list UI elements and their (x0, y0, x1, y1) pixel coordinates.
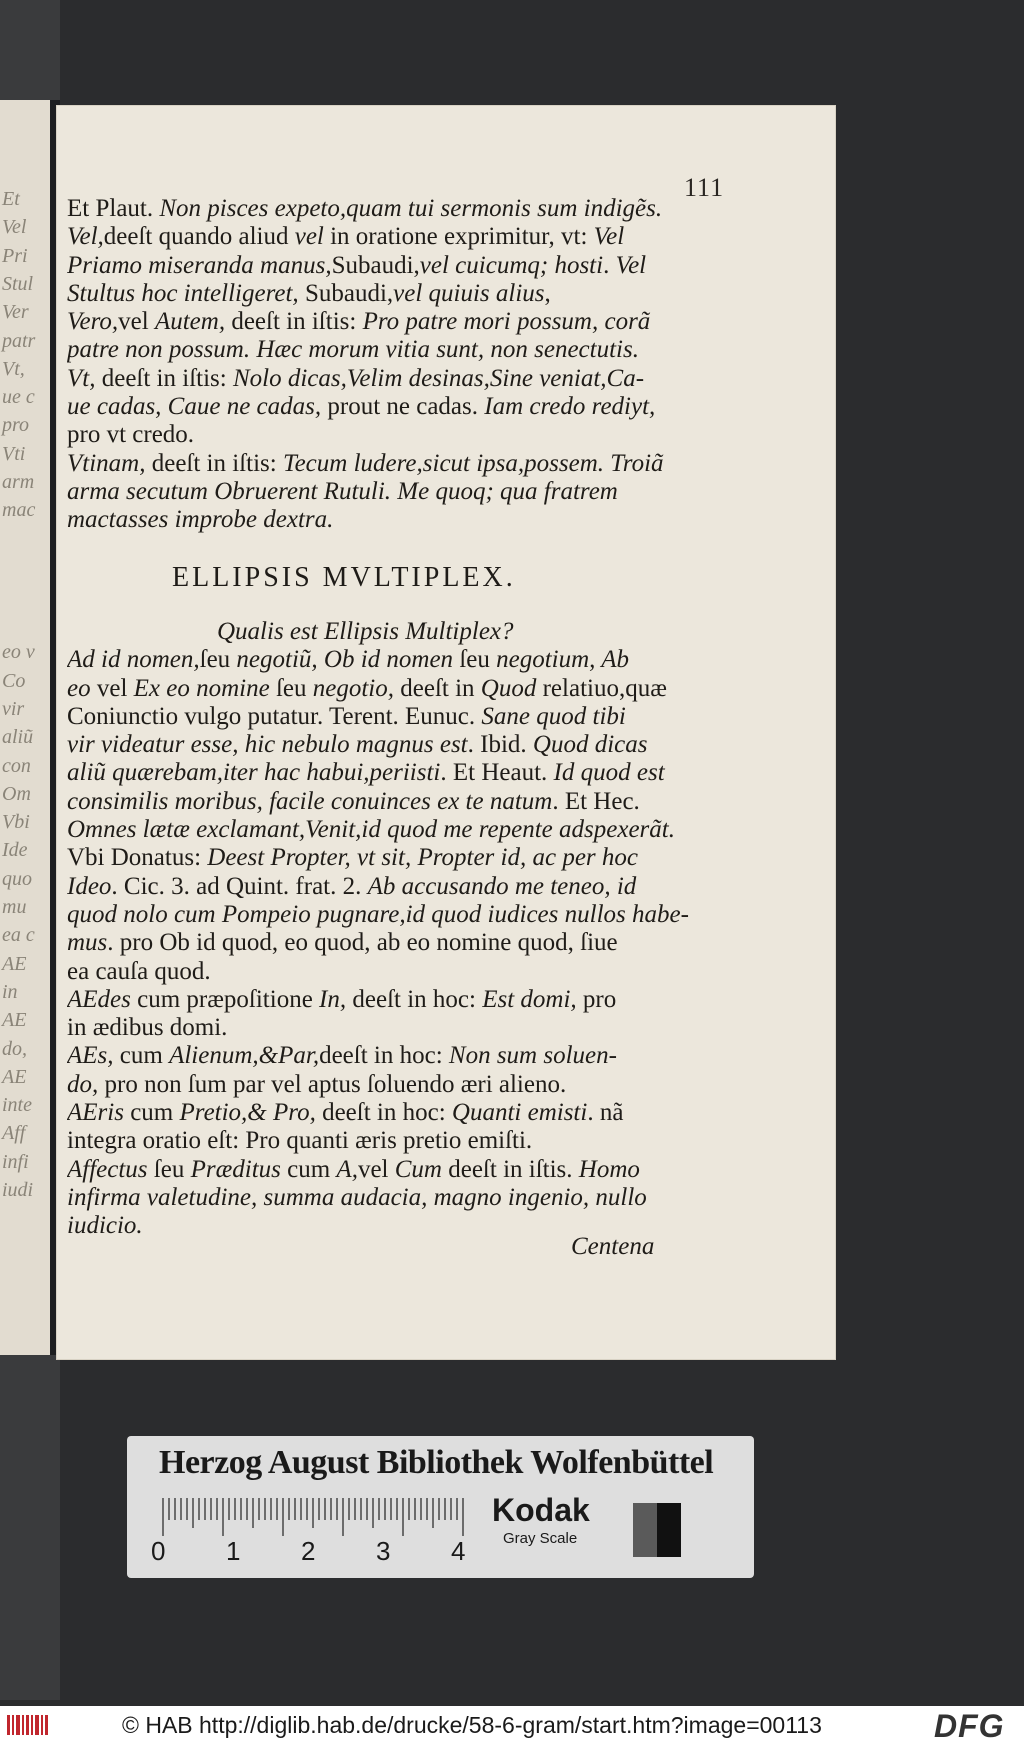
text-line (67, 646, 743, 674)
text-line (67, 958, 743, 986)
text-segment: negotium, Ab (496, 646, 629, 674)
text-segment: Vel (593, 223, 625, 251)
text-segment: . nã (587, 1099, 624, 1127)
text-line (67, 1127, 743, 1155)
gray-scale-label: Gray Scale (503, 1530, 578, 1547)
text-segment: Id quod est (553, 759, 665, 787)
previous-page-fragment: AE (2, 1009, 27, 1032)
previous-page-fragment: Vbi (2, 811, 30, 834)
text-line (67, 759, 743, 787)
text-line (67, 929, 743, 957)
footer-url[interactable]: © HAB http://diglib.hab.de/drucke/58-6-gram/start.htm?image=00113 (122, 1712, 822, 1738)
text-line (67, 336, 743, 364)
text-line (67, 873, 743, 901)
text-segment: Alienum,&Par, (169, 1042, 320, 1070)
text-segment: Homo (578, 1155, 640, 1183)
text-segment: Tecum ludere,sicut ipsa,possem. Troiã (282, 449, 664, 477)
text-segment: . Ibid. (467, 731, 533, 759)
text-segment: Ex eo nomine (133, 674, 270, 702)
text-segment: deeſt in iſtis: (225, 308, 363, 336)
previous-page-fragment: Pri (2, 244, 28, 267)
text-segment: deeſt in hoc: (319, 1042, 449, 1070)
text-segment: pro (576, 985, 617, 1013)
text-segment: vir videatur esse, hic nebulo magnus est (67, 731, 468, 759)
kodak-brand: Kodak (492, 1492, 590, 1528)
text-line (67, 1156, 743, 1184)
text-line (67, 731, 743, 759)
text-segment: A, (336, 1155, 358, 1183)
text-segment: vel cuicumq; hosti (419, 251, 604, 279)
text-segment: relatiuo,quæ (536, 674, 667, 702)
previous-page-fragment: Vel (2, 216, 27, 239)
text-line (67, 1014, 743, 1042)
hab-logo-icon (6, 1712, 50, 1738)
previous-page-fragment: quo (2, 867, 32, 890)
text-segment: Quanti emisti (451, 1099, 588, 1127)
previous-page-fragment: AE (2, 1065, 27, 1088)
text-segment: AEs, (67, 1042, 114, 1070)
text-segment: mactasses improbe dextra. (67, 506, 334, 534)
text-segment: negotio, (312, 674, 395, 702)
text-segment: In, (319, 985, 347, 1013)
text-segment: deeſt in iſtis: (95, 364, 233, 392)
text-segment: AEris (67, 1099, 124, 1127)
text-line (67, 1071, 743, 1099)
text-segment: Nolo dicas,Velim desinas,Sine veniat,Ca- (232, 364, 645, 392)
text-segment: Pretio,& Pro, (179, 1099, 316, 1127)
previous-page-fragment: con (2, 754, 31, 777)
text-segment: Subaudi, (331, 251, 420, 279)
text-segment: Iam credo rediyt, (484, 393, 656, 421)
previous-page-fragment: iudi (2, 1179, 34, 1201)
text-segment: Quod (480, 674, 537, 702)
text-segment: vel (357, 1155, 395, 1183)
text-line (67, 478, 743, 506)
section-question: Qualis est Ellipsis Multiplex? (217, 618, 514, 645)
text-line (67, 1099, 743, 1127)
text-block-top (67, 195, 743, 535)
previous-page-fragment: aliũ (2, 726, 34, 749)
previous-page-fragment: Ide (2, 839, 28, 862)
text-segment: Non pisces expeto,quam tui sermonis sum indigẽs. (159, 195, 663, 222)
text-line (67, 223, 743, 251)
text-segment: Stultus hoc intelligeret, (67, 279, 299, 307)
text-segment: Vbi Donatus: (67, 844, 208, 872)
text-segment: prout ne cadas. (321, 393, 485, 421)
previous-page-fragment: Co (2, 669, 26, 692)
text-segment: in oratione exprimitur, vt: (323, 223, 594, 251)
previous-page-fragment: do, (2, 1037, 27, 1060)
previous-page-fragment: AE (2, 952, 27, 975)
text-segment: deeſt in hoc: (346, 985, 483, 1013)
text-segment: Vtinam, (67, 449, 146, 477)
previous-page-edge (0, 100, 52, 1355)
ruler-number: 3 (376, 1536, 391, 1566)
footer-bar (0, 1706, 1024, 1745)
text-segment: deeſt in iſtis. (441, 1155, 579, 1183)
text-segment: Subaudi, (298, 279, 394, 307)
text-segment: . pro Ob id quod, eo quod, ab eo nomine quod, ſiue (107, 929, 618, 957)
text-segment: pro non ſum par vel aptus ſoluendo æri alieno. (98, 1070, 567, 1098)
text-segment: Præditus (190, 1155, 281, 1183)
previous-page-fragment: inte (2, 1094, 32, 1117)
text-segment: integra oratio eſt: Pro quanti æris pretio emiſti. (67, 1127, 533, 1155)
previous-page-fragment: pro (2, 414, 30, 437)
text-segment: in ædibus domi. (67, 1014, 228, 1042)
text-line (67, 703, 743, 731)
text-segment: Non sum soluen- (448, 1042, 617, 1070)
text-segment: ſeu (269, 674, 313, 702)
text-line (67, 393, 743, 421)
text-segment: Omnes lætæ exclamant,Venit,id quod me repente adspexerãt. (67, 816, 675, 844)
text-segment: Et Plaut. (67, 195, 160, 222)
book-page (56, 105, 836, 1360)
text-segment: , (544, 279, 551, 307)
text-segment: Deest Propter, vt sit, Propter id, ac per hoc (207, 844, 638, 872)
text-segment: Autem, (154, 308, 226, 336)
text-line (67, 844, 743, 872)
text-line (67, 195, 743, 223)
text-segment: deeſt quando aliud (103, 223, 295, 251)
text-segment: cum (280, 1155, 337, 1183)
text-line (67, 1042, 743, 1070)
text-segment: ue cadas, Caue ne cadas, (67, 393, 322, 421)
text-segment: Est domi, (482, 985, 577, 1013)
previous-page-fragment: ea c (2, 924, 35, 947)
black-patch (657, 1503, 681, 1557)
text-line (67, 252, 743, 280)
text-segment: AEdes (67, 985, 131, 1013)
text-segment: Quod dicas (532, 731, 648, 759)
text-segment: Affectus (67, 1155, 148, 1183)
text-segment: Vero, (67, 308, 119, 336)
text-segment: eo (67, 674, 91, 702)
text-line (67, 421, 743, 449)
text-segment: iudicio. (67, 1212, 143, 1240)
text-line (67, 1184, 743, 1212)
text-segment: deeſt in iſtis: (145, 449, 283, 477)
previous-page-fragment: Et (2, 188, 20, 210)
text-segment: vel (90, 674, 134, 702)
text-segment: patre non possum. Hæc morum vitia sunt, non senectutis. (67, 336, 639, 364)
text-block-bottom (67, 618, 743, 1241)
text-segment: cum (113, 1042, 170, 1070)
text-segment: ea cauſa quod. (67, 957, 211, 985)
ruler-number: 1 (226, 1536, 241, 1566)
previous-page-fragment: Om (2, 782, 31, 805)
text-segment: Vel (615, 251, 647, 279)
previous-page-fragment: patr (2, 329, 36, 352)
text-segment: quod nolo cum Pompeio pugnare,id quod iudices nullos habe- (67, 900, 689, 928)
previous-page-fragment: Vti (2, 442, 26, 465)
ruler-scale (161, 1498, 471, 1538)
text-segment: cum (123, 1099, 180, 1127)
catchword: Centena (571, 1233, 655, 1260)
text-line (67, 308, 743, 336)
text-line (67, 675, 743, 703)
previous-page-fragment: Stul (2, 272, 34, 295)
previous-page-fragment: ue c (2, 386, 35, 409)
text-segment: ſeu (199, 646, 237, 674)
text-segment: Vel, (67, 223, 104, 251)
text-segment: ſeu (147, 1155, 191, 1183)
text-segment: mus (67, 929, 108, 957)
text-segment: Priamo miseranda manus, (67, 251, 332, 279)
text-segment: . (603, 251, 616, 279)
text-segment: do, (67, 1070, 99, 1098)
text-segment: vel quiuis alius (393, 279, 545, 307)
text-segment: vel (294, 223, 324, 251)
previous-page-fragment: mu (2, 896, 27, 918)
previous-page-fragment: infi (2, 1150, 29, 1173)
text-segment: ſeu (453, 646, 497, 674)
text-segment: negotiũ, Ob id nomen (236, 646, 454, 674)
text-segment: infirma valetudine, summa audacia, magno ingenio, nullo (67, 1183, 647, 1211)
text-segment: Sane quod tibi (481, 702, 626, 730)
text-segment: Vt, (67, 364, 96, 392)
text-segment: deeſt in (394, 674, 481, 702)
text-segment: Ad id nomen, (67, 646, 200, 674)
text-line (67, 450, 743, 478)
text-line (67, 901, 743, 929)
ruler-number: 0 (151, 1536, 166, 1566)
section-heading: ELLIPSIS MVLTIPLEX. (172, 562, 516, 593)
text-segment: Ideo (67, 872, 112, 900)
text-segment: . Et Heaut. (440, 759, 554, 787)
text-segment: . Et Hec. (552, 787, 640, 815)
previous-page-fragment: in (2, 980, 18, 1003)
text-segment: arma secutum Obruerent Rutuli. Me quoq; qua fratrem (67, 477, 618, 505)
previous-page-fragment: mac (2, 499, 36, 522)
previous-page-fragment: Vt, (2, 357, 25, 380)
text-line (67, 816, 743, 844)
text-segment: aliũ quærebam,iter hac habui,periisti (67, 759, 441, 787)
previous-page-fragment: Ver (2, 301, 29, 324)
text-segment: Coniunctio vulgo putatur. Terent. Eunuc. (67, 702, 482, 730)
text-segment: Ab accusando me teneo, id (367, 872, 637, 900)
previous-page-fragment: Aff (2, 1122, 26, 1145)
text-line (67, 506, 743, 534)
ruler-number: 2 (301, 1536, 316, 1566)
previous-page-fragment: eo v (2, 641, 35, 664)
text-segment: vel (118, 308, 155, 336)
text-segment: . Cic. 3. ad Quint. frat. 2. (111, 872, 368, 900)
text-segment: Cum (394, 1155, 442, 1183)
previous-page-fragment: arm (2, 471, 35, 493)
dfg-logo: DFG (934, 1708, 1005, 1744)
gray-patch (633, 1503, 657, 1557)
text-line (67, 788, 743, 816)
text-segment: cum præpoſitione (130, 985, 320, 1013)
library-title: Herzog August Bibliothek Wolfenbüttel (159, 1444, 714, 1481)
text-segment: consimilis moribus, facile conuinces ex te natum (67, 787, 553, 815)
text-segment: deeſt in hoc: (315, 1099, 452, 1127)
previous-page-fragment: vir (2, 697, 25, 720)
text-line (67, 280, 743, 308)
ruler-number: 4 (451, 1536, 466, 1566)
text-line (67, 986, 743, 1014)
text-segment: pro vt credo. (67, 421, 195, 449)
page-number: 111 (684, 173, 725, 202)
text-segment: Pro patre mori possum, corã (362, 308, 651, 336)
color-reference-card (127, 1436, 754, 1578)
text-line (67, 365, 743, 393)
